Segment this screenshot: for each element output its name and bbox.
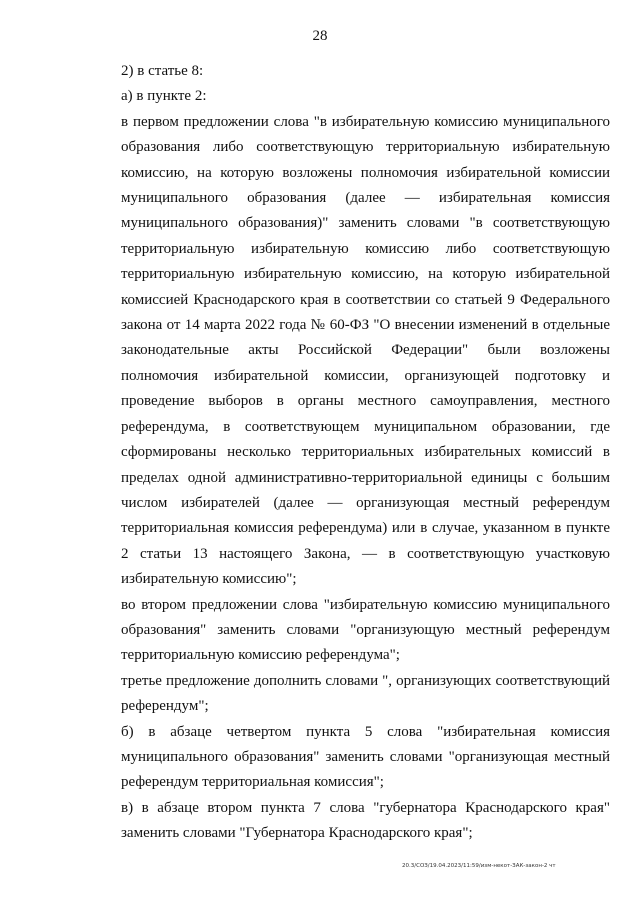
paragraph-point-7: в) в абзаце втором пункта 7 слова "губернатора Краснодарского края" заменить словами "Губернатора Краснодарского края"; bbox=[121, 799, 610, 842]
document-body bbox=[121, 59, 610, 847]
paragraph-third-sentence: третье предложение дополнить словами ", организующих соответствующий референдум"; bbox=[121, 672, 610, 715]
paragraph-second-sentence: во втором предложении слова "избирательную комиссию муниципального образования" заменить словами "организующую местный референдум территориальную комиссию референдума"; bbox=[121, 596, 610, 664]
paragraph-first-sentence: в первом предложении слова "в избирательную комиссию муниципального образования либо соответствующую территориальную избирательную комиссию, на которую возложены полномочия избирательной комиссии муниципального образования (далее — избирательная комиссия муниципального образования)" заменить словами "в соответствующую территориальную избирательную комиссию либо соответствующую территориальную избирательную комиссию, на которую избирательной комиссией Краснодарского края в соответствии со статьей 9 Федерального закона от 14 марта 2022 года № 60-ФЗ "О внесении изменений в отдельные законодательные акты Российской Федерации" были возложены полномочия избирательной комиссии, организующей подготовку и проведение выборов в органы местного самоуправления, местного референдума, в соответствующем муниципальном образовании, где сформированы несколько территориальных избирательных комиссий в пределах одной административно-территориальной единицы с большим числом избирателей (далее — организующая местный референдум территориальная комиссия референдума) или в случае, указанном в пункте 2 статьи 13 настоящего Закона, — в соответствующую участковую избирательную комиссию"; bbox=[121, 113, 610, 588]
paragraph-point-5: б) в абзаце четвертом пункта 5 слова "избирательная комиссия муниципального образования" заменить словами "организующая местный референдум территориальная комиссия"; bbox=[121, 723, 610, 791]
page-number: 28 bbox=[312, 28, 328, 44]
paragraph-article-8: 2) в статье 8: bbox=[121, 63, 204, 79]
footer-document-code: 20.3/СОЗ/19.04.2023/11:59/изм-некот-ЗАК-закон-2 чт bbox=[402, 863, 556, 869]
paragraph-point-2: а) в пункте 2: bbox=[121, 88, 207, 105]
